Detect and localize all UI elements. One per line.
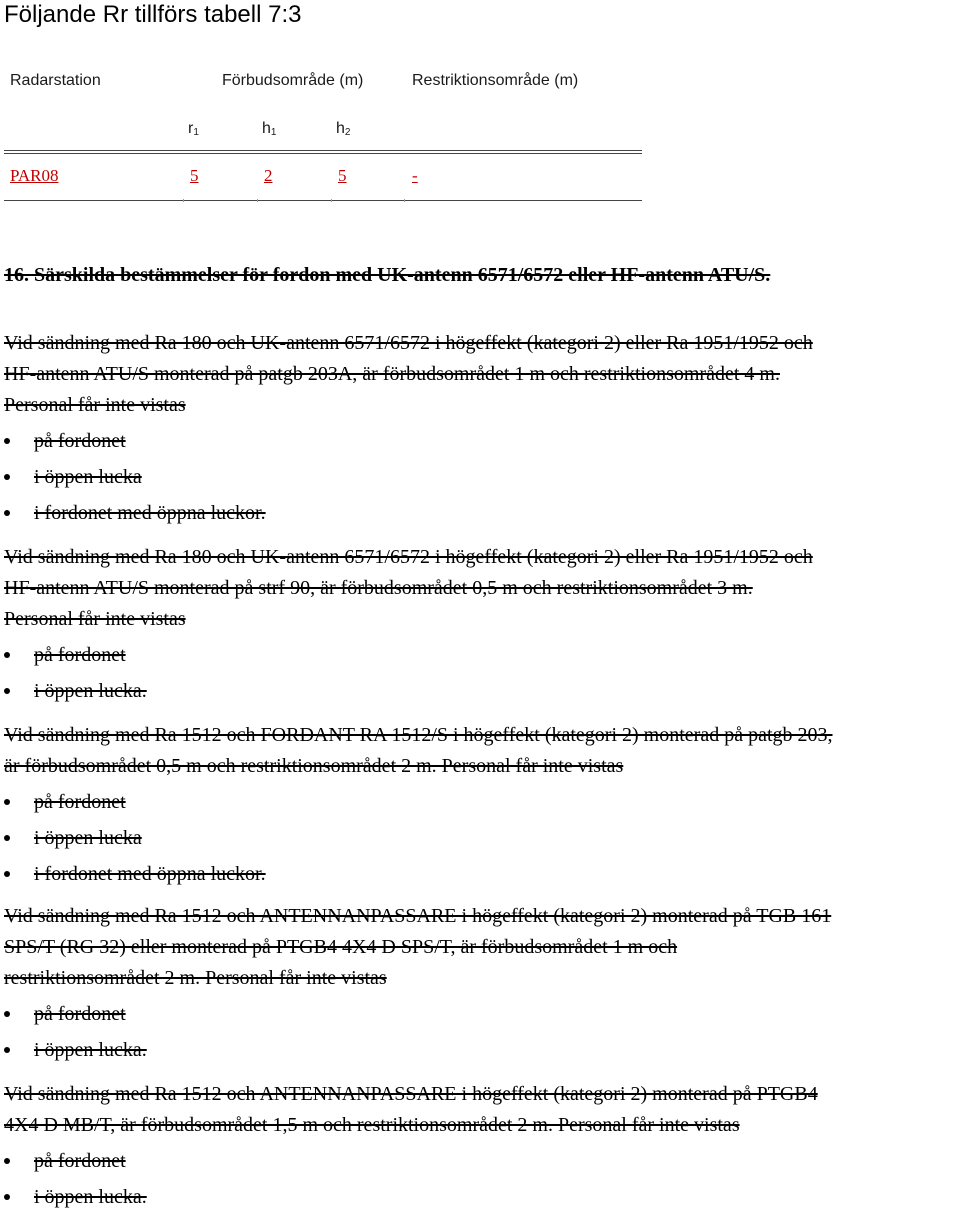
list-item: i öppen lucka	[4, 459, 266, 495]
paragraph-line: Personal får inte vistas	[4, 608, 186, 630]
paragraph	[4, 901, 958, 994]
paragraph-line: HF-antenn ATU/S monterad på patgb 203A, är förbudsområdet 1 m och restriktionsområdet 4 m.	[4, 363, 780, 385]
bullet-list	[4, 996, 147, 1068]
list-item: i öppen lucka	[4, 820, 266, 856]
table-tick	[404, 199, 405, 202]
bullet-list	[4, 423, 266, 531]
paragraph	[4, 328, 958, 421]
cell-h2: 5	[338, 166, 347, 185]
bullet-icon	[4, 1158, 10, 1164]
bullet-list	[4, 784, 266, 892]
paragraph-line: Vid sändning med Ra 1512 och FORDANT RA 1512/S i högeffekt (kategori 2) monterad på patgb 203,	[4, 724, 833, 746]
page-heading: Följande Rr tillförs tabell 7:3	[4, 1, 302, 28]
bullet-icon	[4, 438, 10, 444]
bullet-icon	[4, 871, 10, 877]
bullet-icon	[4, 688, 10, 694]
table-bottom-rule	[4, 200, 642, 201]
table-tick	[331, 199, 332, 202]
header-radarstation: Radarstation	[10, 72, 101, 89]
list-item: på fordonet	[4, 423, 266, 459]
paragraph-line: är förbudsområdet 0,5 m och restriktionsområdet 2 m. Personal får inte vistas	[4, 755, 624, 777]
list-item: i fordonet med öppna luckor.	[4, 856, 266, 892]
paragraph-line: 4X4 D MB/T, är förbudsområdet 1,5 m och restriktionsområdet 2 m. Personal får inte vistas	[4, 1114, 740, 1136]
cell-station: PAR08	[10, 166, 59, 185]
cell-restriktion: -	[412, 166, 418, 185]
bullet-icon	[4, 652, 10, 658]
bullet-icon	[4, 1011, 10, 1017]
list-item: på fordonet	[4, 996, 147, 1032]
paragraph-line: SPS/T (RG 32) eller monterad på PTGB4 4X4 D SPS/T, är förbudsområdet 1 m och	[4, 936, 678, 958]
bullet-list	[4, 637, 147, 709]
table-header-rule	[4, 150, 642, 154]
list-item: i öppen lucka.	[4, 1032, 147, 1068]
paragraph-line: restriktionsområdet 2 m. Personal får inte vistas	[4, 967, 387, 989]
table-tick	[257, 199, 258, 202]
list-item: på fordonet	[4, 637, 147, 673]
paragraph-line: Vid sändning med Ra 180 och UK-antenn 6571/6572 i högeffekt (kategori 2) eller Ra 1951/1952 och	[4, 332, 813, 354]
header-forbudsomrade: Förbudsområde (m)	[222, 72, 364, 89]
paragraph	[4, 1079, 958, 1141]
bullet-icon	[4, 474, 10, 480]
bullet-icon	[4, 510, 10, 516]
subheader-h1: $h_1$	[262, 120, 277, 138]
list-item: i öppen lucka.	[4, 1179, 147, 1215]
table-tick	[183, 199, 184, 202]
bullet-icon	[4, 799, 10, 805]
bullet-icon	[4, 1047, 10, 1053]
list-item: på fordonet	[4, 784, 266, 820]
bullet-icon	[4, 1194, 10, 1200]
list-item: på fordonet	[4, 1143, 147, 1179]
cell-r1: 5	[190, 166, 199, 185]
subheader-h2: $h_2$	[336, 120, 351, 138]
bullet-list	[4, 1143, 147, 1215]
list-item: i fordonet med öppna luckor.	[4, 495, 266, 531]
paragraph-line: Personal får inte vistas	[4, 394, 186, 416]
bullet-icon	[4, 835, 10, 841]
paragraph	[4, 720, 958, 782]
subheader-r1: $r_1$	[188, 120, 199, 138]
paragraph-line: HF-antenn ATU/S monterad på strf 90, är förbudsområdet 0,5 m och restriktionsområdet 3 m.	[4, 577, 753, 599]
section-title: 16. Särskilda bestämmelser för fordon med UK-antenn 6571/6572 eller HF-antenn ATU/S.	[4, 264, 771, 286]
paragraph-line: Vid sändning med Ra 180 och UK-antenn 6571/6572 i högeffekt (kategori 2) eller Ra 1951/1952 och	[4, 546, 813, 568]
paragraph-line: Vid sändning med Ra 1512 och ANTENNANPASSARE i högeffekt (kategori 2) monterad på PTGB4	[4, 1083, 818, 1105]
paragraph	[4, 542, 958, 635]
cell-h1: 2	[264, 166, 273, 185]
header-restriktionsomrade: Restriktionsområde (m)	[412, 72, 579, 89]
paragraph-line: Vid sändning med Ra 1512 och ANTENNANPASSARE i högeffekt (kategori 2) monterad på TGB 161	[4, 905, 832, 927]
list-item: i öppen lucka.	[4, 673, 147, 709]
